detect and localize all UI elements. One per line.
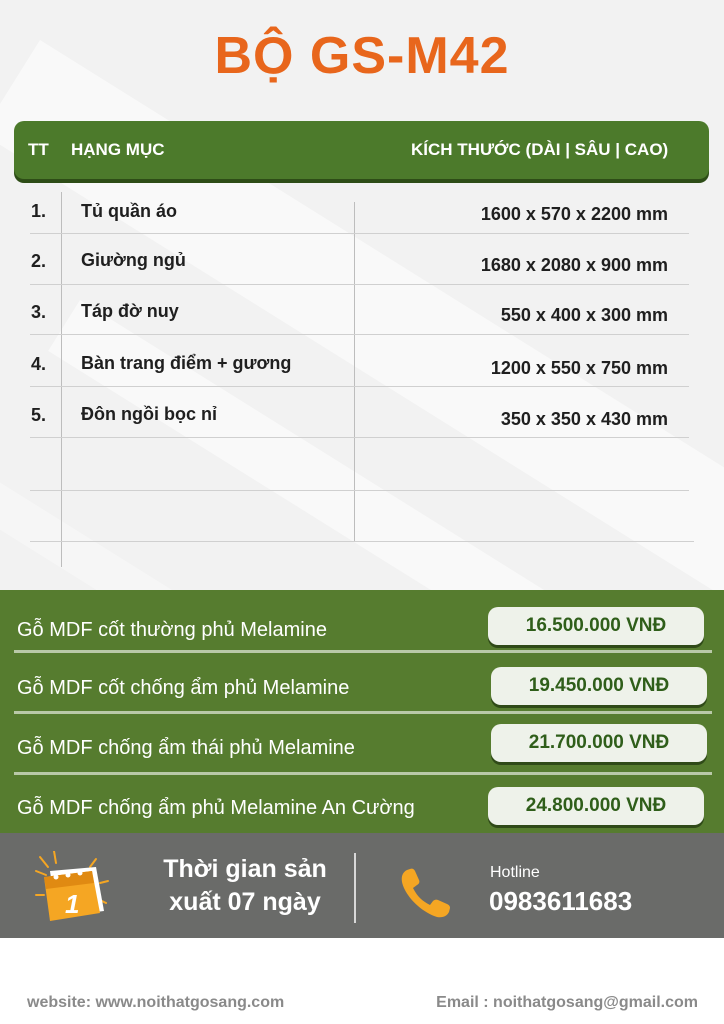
info-divider	[354, 853, 356, 923]
price-badge: 16.500.000 VNĐ	[488, 607, 704, 645]
production-time-line2: xuất 07 ngày	[169, 888, 321, 916]
row-item-name: Bàn trang điểm + gương	[81, 353, 292, 373]
page-title: BỘ GS-M42	[214, 27, 510, 85]
calendar-number: 1	[65, 889, 80, 919]
footer-email[interactable]: Email : noithatgosang@gmail.com	[436, 994, 698, 1011]
row-size: 350 x 350 x 430 mm	[500, 409, 668, 429]
row-item-name: Táp đờ nuy	[81, 301, 179, 321]
row-size: 1200 x 550 x 750 mm	[490, 358, 668, 378]
row-number: 3.	[31, 302, 47, 322]
material-label: Gỗ MDF chống ẩm thái phủ Melamine	[17, 737, 355, 759]
info-bar	[0, 833, 724, 938]
material-label: Gỗ MDF cốt chống ẩm phủ Melamine	[17, 677, 350, 699]
price-divider	[14, 772, 712, 775]
row-divider	[30, 334, 689, 335]
row-divider	[30, 541, 694, 542]
row-size: 1600 x 570 x 2200 mm	[480, 204, 668, 224]
price-section	[0, 590, 724, 833]
price-row	[0, 656, 724, 716]
hotline-number[interactable]: 0983611683	[489, 886, 633, 916]
production-time-line1: Thời gian sản	[163, 855, 327, 883]
price-row	[0, 595, 724, 655]
row-item-name: Đôn ngồi bọc nỉ	[81, 404, 217, 424]
material-label: Gỗ MDF cốt thường phủ Melamine	[17, 619, 327, 641]
row-size: 1680 x 2080 x 900 mm	[480, 255, 668, 275]
phone-icon	[397, 866, 453, 922]
price-badge: 24.800.000 VNĐ	[488, 787, 704, 825]
row-number: 1.	[31, 201, 47, 221]
row-divider	[30, 386, 689, 387]
material-label: Gỗ MDF chống ẩm phủ Melamine An Cường	[17, 797, 415, 819]
header-item: HẠNG MỤC	[71, 140, 165, 159]
price-badge: 19.450.000 VNĐ	[491, 667, 707, 705]
row-divider	[30, 233, 689, 234]
row-number: 5.	[31, 405, 47, 425]
column-divider	[61, 192, 62, 567]
price-divider	[14, 650, 712, 653]
price-badge: 21.700.000 VNĐ	[491, 724, 707, 762]
price-row	[0, 776, 724, 836]
calendar-icon	[32, 851, 112, 927]
row-item-name: Giường ngủ	[81, 250, 186, 270]
row-divider	[30, 437, 689, 438]
header-tt: TT	[28, 140, 49, 159]
price-row	[0, 716, 724, 776]
row-number: 4.	[31, 354, 47, 374]
price-divider	[14, 711, 712, 714]
hotline-label: Hotline	[490, 864, 540, 881]
row-size: 550 x 400 x 300 mm	[500, 305, 668, 325]
column-divider	[354, 202, 355, 542]
header-size: KÍCH THƯỚC (DÀI | SÂU | CAO)	[411, 140, 669, 159]
production-time	[150, 853, 340, 919]
row-number: 2.	[31, 251, 47, 271]
row-divider	[30, 490, 689, 491]
row-item-name: Tủ quần áo	[81, 201, 177, 221]
footer-website[interactable]: website: www.noithatgosang.com	[27, 994, 285, 1011]
row-divider	[30, 284, 689, 285]
